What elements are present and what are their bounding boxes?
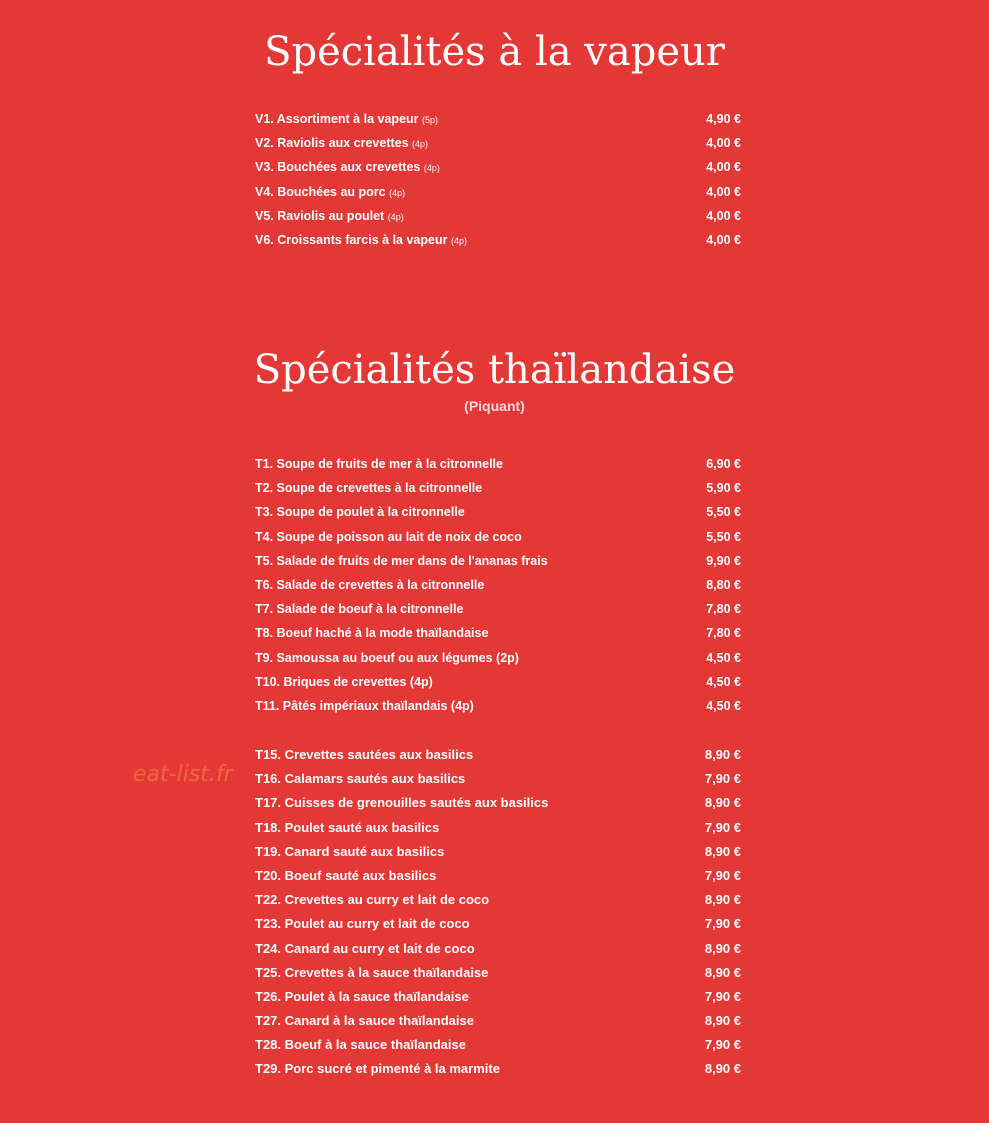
menu-item bbox=[255, 1060, 741, 1084]
menu-item-name: V5. Raviolis au poulet bbox=[255, 208, 385, 223]
menu-item-name: T28. Boeuf à la sauce thaïlandaise bbox=[255, 1037, 466, 1053]
menu-item-name: T26. Poulet à la sauce thaïlandaise bbox=[255, 988, 469, 1004]
menu-list-thai-group-2 bbox=[255, 746, 741, 1085]
menu-item-name: T24. Canard au curry et lait de coco bbox=[255, 940, 475, 956]
menu-item bbox=[255, 232, 741, 256]
menu-item-price: 4,50 € bbox=[706, 650, 741, 665]
menu-item-name: T3. Soupe de poulet à la citronnelle bbox=[255, 505, 465, 520]
menu-item-price: 8,90 € bbox=[704, 1013, 741, 1029]
menu-item-price: 8,90 € bbox=[704, 795, 741, 811]
menu-item-name: T7. Salade de boeuf à la citronnelle bbox=[255, 602, 464, 617]
menu-list-vapeur bbox=[255, 111, 741, 256]
menu-item-name: T18. Poulet sauté aux basilics bbox=[255, 819, 440, 835]
menu-item-price: 7,80 € bbox=[706, 602, 741, 617]
menu-item-price: 6,90 € bbox=[706, 457, 741, 471]
menu-item bbox=[255, 698, 741, 722]
menu-item bbox=[255, 553, 741, 577]
menu-item-price: 7,90 € bbox=[704, 1037, 741, 1053]
menu-item-price: 5,50 € bbox=[706, 505, 741, 520]
menu-item bbox=[255, 915, 741, 939]
section-title-thai: Spécialités thaïlandaise bbox=[253, 347, 736, 393]
menu-item-price: 8,90 € bbox=[704, 843, 741, 859]
menu-item-name: T1. Soupe de fruits de mer à la citronnelle bbox=[255, 457, 503, 471]
menu-item bbox=[255, 843, 741, 867]
menu-item-name: T17. Cuisses de grenouilles sautés aux basilics bbox=[255, 795, 549, 811]
menu-item-price: 7,90 € bbox=[704, 988, 741, 1004]
menu-item-price: 4,00 € bbox=[706, 208, 741, 223]
menu-item-price: 7,90 € bbox=[704, 867, 741, 883]
menu-item bbox=[255, 819, 741, 843]
section-subtitle: (Piquant) bbox=[464, 398, 525, 414]
menu-list-thai-group-1 bbox=[255, 456, 741, 722]
menu-item-price: 7,90 € bbox=[704, 819, 741, 835]
menu-item bbox=[255, 111, 741, 135]
menu-item-price: 8,90 € bbox=[704, 747, 741, 762]
menu-item-name: V3. Bouchées aux crevettes bbox=[255, 160, 421, 175]
menu-item-quantity: (4p) bbox=[423, 163, 440, 174]
menu-item-price: 4,00 € bbox=[706, 136, 741, 151]
menu-item-quantity: (4p) bbox=[412, 139, 429, 150]
menu-item-price: 4,50 € bbox=[706, 698, 741, 713]
menu-item-price: 7,80 € bbox=[706, 626, 741, 641]
menu-item bbox=[255, 674, 741, 698]
menu-item-name: T8. Boeuf haché à la mode thaïlandaise bbox=[255, 626, 489, 641]
section-title-vapeur: Spécialités à la vapeur bbox=[264, 29, 725, 75]
menu-item-name: T9. Samoussa au boeuf ou aux légumes (2p) bbox=[255, 650, 519, 665]
menu-item-name-wrap bbox=[255, 208, 404, 226]
menu-item bbox=[255, 577, 741, 601]
menu-item-price: 9,90 € bbox=[706, 553, 741, 568]
menu-item-name-wrap bbox=[255, 135, 428, 153]
menu-item-price: 7,90 € bbox=[704, 916, 741, 932]
menu-item-name: T22. Crevettes au curry et lait de coco bbox=[255, 892, 490, 908]
menu-item bbox=[255, 746, 741, 770]
menu-item bbox=[255, 135, 741, 159]
menu-item bbox=[255, 208, 741, 232]
menu-item-price: 8,90 € bbox=[704, 964, 741, 980]
menu-item-price: 5,90 € bbox=[706, 481, 741, 496]
menu-item bbox=[255, 529, 741, 553]
menu-item-name-wrap bbox=[255, 184, 405, 202]
menu-item-price: 4,00 € bbox=[706, 160, 741, 175]
menu-item-quantity: (4p) bbox=[389, 187, 406, 198]
menu-item-name: T27. Canard à la sauce thaïlandaise bbox=[255, 1013, 474, 1029]
menu-item bbox=[255, 1036, 741, 1060]
menu-item bbox=[255, 867, 741, 891]
menu-item-price: 4,00 € bbox=[706, 232, 741, 247]
menu-item bbox=[255, 770, 741, 794]
menu-item-name: T25. Crevettes à la sauce thaïlandaise bbox=[255, 964, 489, 980]
menu-item-name-wrap bbox=[255, 159, 440, 177]
menu-item-name: T29. Porc sucré et pimenté à la marmite bbox=[255, 1061, 500, 1077]
menu-item-name: T19. Canard sauté aux basilics bbox=[255, 843, 445, 859]
menu-item-name: T15. Crevettes sautées aux basilics bbox=[255, 747, 474, 762]
menu-item bbox=[255, 504, 741, 528]
menu-item-price: 8,90 € bbox=[704, 1061, 741, 1077]
menu-item-name: V4. Bouchées au porc bbox=[255, 184, 386, 199]
menu-item bbox=[255, 988, 741, 1012]
menu-item bbox=[255, 480, 741, 504]
menu-item-name-wrap bbox=[255, 111, 438, 129]
menu-item-name: T6. Salade de crevettes à la citronnelle bbox=[255, 577, 485, 592]
menu-item bbox=[255, 456, 741, 480]
menu-item-name: T16. Calamars sautés aux basilics bbox=[255, 771, 466, 787]
menu-item-price: 4,00 € bbox=[706, 184, 741, 199]
menu-item-name: T23. Poulet au curry et lait de coco bbox=[255, 916, 470, 932]
menu-item-price: 4,90 € bbox=[706, 112, 741, 126]
menu-item bbox=[255, 940, 741, 964]
menu-item-price: 5,50 € bbox=[706, 529, 741, 544]
menu-item-name: V6. Croissants farcis à la vapeur bbox=[255, 232, 448, 247]
menu-item bbox=[255, 601, 741, 625]
menu-item-price: 8,90 € bbox=[704, 940, 741, 956]
menu-item bbox=[255, 650, 741, 674]
menu-item bbox=[255, 159, 741, 183]
menu-item-price: 8,90 € bbox=[704, 892, 741, 908]
menu-item-name: V2. Raviolis aux crevettes bbox=[255, 136, 409, 151]
menu-item bbox=[255, 1012, 741, 1036]
menu-item-name: T20. Boeuf sauté aux basilics bbox=[255, 867, 437, 883]
menu-item-name: V1. Assortiment à la vapeur bbox=[255, 112, 419, 126]
menu-item bbox=[255, 625, 741, 649]
menu-item-price: 7,90 € bbox=[704, 771, 741, 787]
menu-item bbox=[255, 964, 741, 988]
menu-item-name: T2. Soupe de crevettes à la citronnelle bbox=[255, 481, 483, 496]
menu-item-name-wrap bbox=[255, 232, 467, 250]
watermark: eat-list.fr bbox=[133, 762, 233, 787]
menu-item bbox=[255, 184, 741, 208]
menu-item-name: T5. Salade de fruits de mer dans de l'ananas frais bbox=[255, 553, 548, 568]
menu-item-name: T10. Briques de crevettes (4p) bbox=[255, 674, 433, 689]
menu-item-quantity: (5p) bbox=[421, 115, 438, 125]
menu-item-name: T4. Soupe de poisson au lait de noix de coco bbox=[255, 529, 522, 544]
menu-item-quantity: (4p) bbox=[450, 235, 467, 246]
menu-item-quantity: (4p) bbox=[387, 211, 404, 222]
menu-item bbox=[255, 794, 741, 818]
menu-item-price: 4,50 € bbox=[706, 674, 741, 689]
menu-item-price: 8,80 € bbox=[706, 577, 741, 592]
menu-item-name: T11. Pâtés impériaux thaïlandais (4p) bbox=[255, 698, 474, 713]
menu-item bbox=[255, 891, 741, 915]
